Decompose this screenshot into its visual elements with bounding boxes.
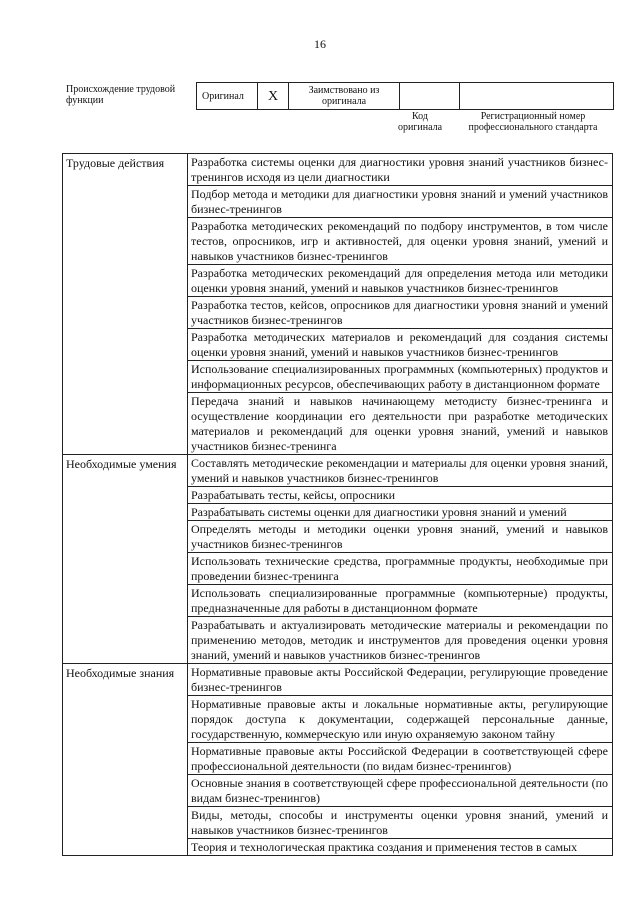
section-item: Разрабатывать системы оценки для диагностики уровня знаний и умений (188, 504, 613, 521)
borrowed-cell: Заимствовано из оригинала (289, 83, 400, 110)
section-item: Использовать специализированные программные (компьютерные) продукты, предназначенные для работы в дистанционном формате (188, 585, 613, 617)
section-item: Определять методы и методики оценки уровня знаний, умений и навыков участников бизнес-тренингов (188, 521, 613, 553)
reg-number-cell (460, 83, 614, 110)
original-cell: Оригинал (197, 83, 258, 110)
labor-function-table (62, 153, 613, 856)
section-item: Использование специализированных программных (компьютерных) продуктов и информационных ресурсов, обеспечивающих работу в дистанционном формате (188, 361, 613, 393)
section-item: Разработка методических материалов и рекомендаций для создания системы оценки уровня знаний, умений и навыков участников бизнес-тренингов (188, 329, 613, 361)
section-header: Трудовые действия (63, 154, 188, 455)
section-item: Использовать технические средства, программные продукты, необходимые при проведении бизнес-тренинга (188, 553, 613, 585)
section-item: Составлять методические рекомендации и материалы для оценки уровня знаний, умений и навыков участников бизнес-тренингов (188, 455, 613, 487)
section-item: Разрабатывать тесты, кейсы, опросники (188, 487, 613, 504)
section-header: Необходимые умения (63, 455, 188, 664)
origin-table (196, 82, 614, 110)
section-item: Нормативные правовые акты Российской Федерации в соответствующей сфере профессиональной деятельности (по видам бизнес-тренингов) (188, 743, 613, 775)
page-number: 16 (314, 37, 326, 51)
section-item: Подбор метода и методики для диагностики уровня знаний и умений участников бизнес-тренингов (188, 186, 613, 218)
section-item: Передача знаний и навыков начинающему методисту бизнес-тренинга и осуществление координации его деятельности при разработке методических материалов и рекомендаций для оценки уровня знаний, умений и навыков участников бизнес-тренинга (188, 393, 613, 455)
table-row (63, 154, 613, 186)
section-header: Необходимые знания (63, 664, 188, 856)
section-item: Теория и технологическая практика создания и применения тестов в самых (188, 839, 613, 856)
section-item: Основные знания в соответствующей сфере профессиональной деятельности (по видам бизнес-тренингов) (188, 775, 613, 807)
code-cell (400, 83, 460, 110)
origin-label: Происхождение трудовой функции (66, 84, 176, 106)
section-item: Виды, методы, способы и инструменты оценки уровня знаний, умений и навыков участников бизнес-тренингов (188, 807, 613, 839)
section-item: Разработка тестов, кейсов, опросников для диагностики уровня знаний и умений участников бизнес-тренингов (188, 297, 613, 329)
section-item: Нормативные правовые акты Российской Федерации, регулирующие проведение бизнес-тренингов (188, 664, 613, 696)
table-row (63, 455, 613, 487)
reg-number-caption: Регистрационный номер профессионального стандарта (468, 111, 598, 133)
section-item: Нормативные правовые акты и локальные нормативные акты, регулирующие порядок доступа к документации, содержащей персональные данные, государственную, коммерческую или иную охраняемую законом тайну (188, 696, 613, 743)
section-item: Разрабатывать и актуализировать методические материалы и рекомендации по применению методов, методик и инструментов для проведения оценки уровня знаний, умений и навыков участников бизнес-тренингов (188, 617, 613, 664)
table-row (63, 664, 613, 696)
code-caption: Код оригинала (397, 111, 443, 133)
section-item: Разработка методических рекомендаций по подбору инструментов, в том числе тестов, опросников, игр и активностей, для оценки уровня знаний, умений и навыков участников бизнес-тренингов (188, 218, 613, 265)
original-mark: X (258, 83, 289, 110)
section-item: Разработка методических рекомендаций для определения метода или методики оценки уровня знаний, умений и навыков участников бизнес-тренингов (188, 265, 613, 297)
section-item: Разработка системы оценки для диагностики уровня знаний участников бизнес-тренингов исходя из цели диагностики (188, 154, 613, 186)
